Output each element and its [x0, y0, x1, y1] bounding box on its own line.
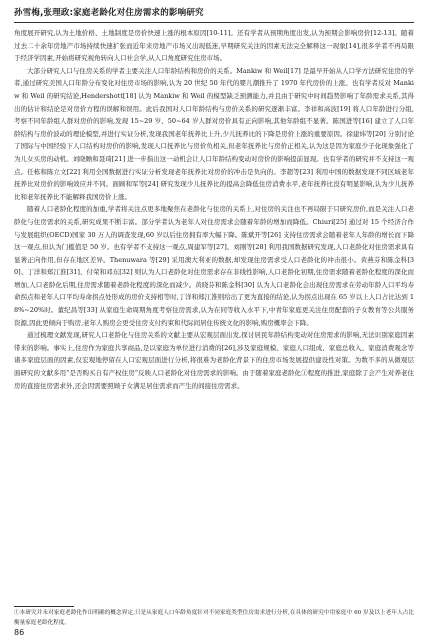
body-text — [14, 27, 414, 392]
paragraph: 随着人口老龄化程度的加重,学者将关注点更多地聚焦在老龄化与住房的关系上,对住房的关注也不再局限于只研究房价,而是关注人口老龄化与住房需求的关系,研究成果不断丰富。部分学者认为老年人对住房需求会随着年龄的增加而降低。Chiuri[25] 通过对 15 个经济合作与发展组织(OECD)国家 30 万人的调查发现,60 岁以后住房拥有率大幅下降。陈斌开等[26] 支持住房需求会随着老年人年龄的增长而下降这一观点,但认为门槛值是 50 岁。也有学者不支持这一观点,周建军等[27]、刘刚等[28] 利用我国数据研究发现,人口老龄化对住房需求具有显著正向作用,但存在地区差异。Thenuwara 等[29] 采用澳大利亚的数据,却发现住房需求受人口老龄化的冲击很小。黄燕芬和陈金科[30]、丁洋和郑江淮[31]、付荣和邓东[32] 则认为人口老龄化对住房需求存在非线性影响,人口老龄化初期,住房需求随着老龄化程度的深化而增加,人口老龄化后期,住房需求随着老龄化程度的深化而减少。黄晓芬和陈金科[30] 认为人口老龄化会出现住房需求在劳动年龄人口平均寿命拐点和老年人口平均寿命拐点处形成的房价支持相等时,丁洋和郑江淮则给出了更为直接的结论,认为拐点出现在 65 岁以上人口占比达到 18%~20%时。董纪昌等[33] 从家庭生命周期角度考察住房需求,认为在同等收入水平下,中青年家庭更关注住房配套的子女教育等公共服务资源,因此更倾向于购房,老年人购房会更受住房支付约束和代际间居住传统文化的影响,购房概率会下降。 — [14, 205, 414, 327]
footnote-rule — [14, 606, 74, 607]
running-header: 孙雪梅,张理政:家庭老龄化对住房需求的影响研究 — [14, 8, 204, 18]
page-number: 86 — [14, 628, 25, 637]
paragraph: 通过梳理文献发现,研究人口老龄化与住房关系的文献主要从宏观层面出发,探讨居民年龄结构变动对住房需求的影响,无法识别家庭因素带来的影响。事实上,住房作为家庭共享商品,是以家庭为单位进行消费的[26],涉及家庭规模、家庭人口组成、家庭总收入、家庭消费观念等诸多家庭层面的因素,仅宏观地停留在人口宏观层面进行分析,将很难为老龄化背景下的住房市场发展提供建设性对策。为数不多的从微观层面研究的文献多用“是否购买自有产权住房”反映人口老龄化对住房需求的影响。由于随着家庭老龄化①程度的推进,家庭除了会产生对养老住房的直接住房需求外,还会因需要照顾子女满足居住需求而产生的间接住房需求。 — [14, 331, 414, 390]
paragraph: 角度展开研究,认为土地价格、土地制度是房价快速上涨的根本原因[10-11]。还有学者从预期角度出发,认为预期会影响房价[12-13]。随着过去二十余年房地产市场持续快速扩张而近年来房地产市场又出现低迷,早期研究关注的因素无法完全解释这一现象[14],很多学者不再局限于经济学因素,开始将研究视角转向人口社会学,从人口角度研究住房市场。 — [14, 29, 414, 63]
footnote: ①本研究并未对家庭老龄化作出明确的概念界定,只是从家庭人口年龄角度针对不同家庭类型住房需求进行分析,在具体的研究中用家庭中 60 岁及以上老年人占比衡量家庭老龄化程度。 — [14, 610, 414, 626]
paragraph: 大部分研究人口与住房关系的学者主要关注人口年龄结构和房价的关系。Mankiw 和 Weil[17] 是最早开始从人口学方法研究住房的学者,通过研究美国人口年龄分布变化对住房市场的影响,认为 20 世纪 50 年代的婴儿潮推升了 1970 年代房价的上涨。也有学者反对 Mankiw 和 Weil 的研究结论,Hendershott[18] 认为 Mankiw 和 Weil 的模型缺乏预测能力,并且由于研究中时间趋势影响了年龄需求关系,其得出的估计和结论是对房价方程的误解和误用。此后我国对人口年龄结构与房价关系的研究逐渐丰富。李祥和高波[19] 将人口年龄进行分组,考察不同年龄组人群对房价的影响,发现 15~29 岁、50~64 岁人群对房价具有正向影响,其他年龄组不显著。陈国进等[16] 建立了人口年龄结构与房价波动的理论模型,并进行实证分析,发现我国老年抚养比上升,少儿抚养比的下降是房价上涨的重要原因。徐建炜等[20] 分别讨论了国际与中国经验下人口结构对房价的影响,发现人口抚养比与房价负相关,但老年抚养比与房价正相关,认为这是因为家庭少子化现象强化了为儿女买房的动机。刘晓瞻和聂琦[21] 进一步指出这一动机会让人口年龄结构变动对房价的影响提前显现。也有学者的研究并不支持这一观点。任栋和陈立文[22] 利用全国数据进行实证分析发现老年抚养比对房价的冲击是负向的。李超等[23] 利用中国的数据发现不同区域老年抚养比对房价的影响效应并不同。面顾和军等[24] 研究发现少儿抚养比的提高会降低住房消费水平,老年抚养比没有明显影响,认为少儿抚养比和老年抚养比不能解释我国房价上涨。 — [14, 66, 414, 201]
header-rule — [14, 22, 414, 23]
